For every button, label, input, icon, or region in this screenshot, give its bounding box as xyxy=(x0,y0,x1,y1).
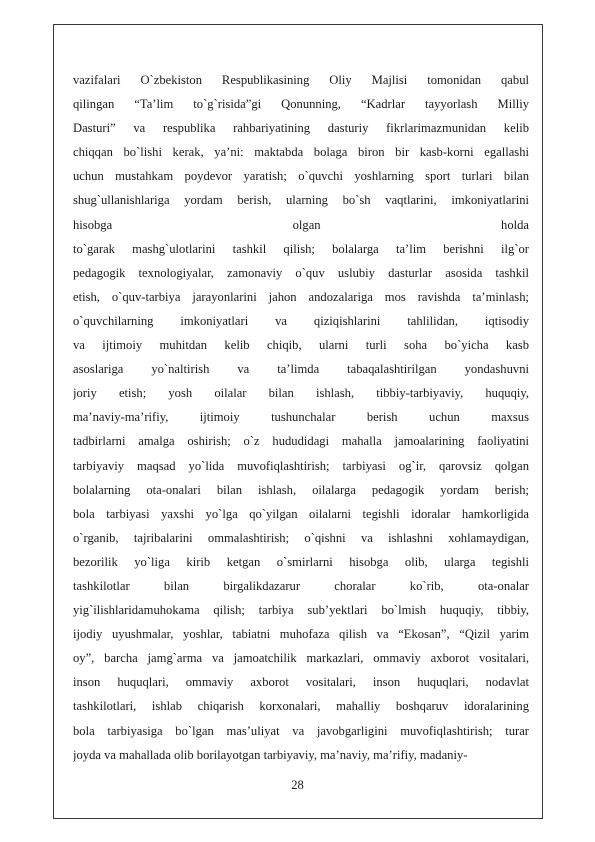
text-line: ijodiy uyushmalar, yoshlar, tabiatni muhofaza qilish va “Ekosan”, “Qizil yarim xyxy=(73,627,529,642)
text-line: hisobga olgan holda xyxy=(73,217,529,232)
text-line: inson huquqlari, ommaviy axborot vositalari, inson huquqlari, nodavlat xyxy=(73,675,529,690)
text-line: tashkilotlar bilan birgalikdazarur choralar ko`rib, ota-onalar xyxy=(73,578,529,593)
text-line: chiqqan bo`lishi kerak, ya’ni: maktabda bolaga biron bir kasb-korni egallashi xyxy=(73,145,529,160)
page-number: 28 xyxy=(291,778,304,792)
body-text xyxy=(73,68,529,767)
text-line: tadbirlarni amalga oshirish; o`z hududidagi mahalla jamoalarining faoliyatini xyxy=(73,434,529,449)
text-line: asoslariga yo`naltirish va ta’limda tabaqalashtirilgan yondashuvni xyxy=(73,362,529,377)
text-line: tarbiyaviy maqsad yo`lida muvofiqlashtirish; tarbiyasi og`ir, qarovsiz qolgan xyxy=(73,458,529,473)
text-line: o`quvchilarning imkoniyatlari va qiziqishlarini tahlilidan, iqtisodiy xyxy=(73,313,529,328)
text-line: bolalarning ota-onalari bilan ishlash, oilalarga pedagogik yordam berish; xyxy=(73,482,529,497)
text-line: tashkilotlari, ishlab chiqarish korxonalari, mahalliy boshqaruv idoralarining xyxy=(73,699,529,714)
text-line: shug`ullanishlariga yordam berish, ularning bo`sh vaqtlarini, imkoniyatlarini xyxy=(73,193,529,208)
text-line: ma’naviy-ma’rifiy, ijtimoiy tushunchalar berish uchun maxsus xyxy=(73,410,529,425)
text-line: o`rganib, tajribalarini ommalashtirish; o`qishni va ishlashni xohlamaydigan, xyxy=(73,530,529,545)
text-line: uchun mustahkam poydevor yaratish; o`quvchi yoshlarning sport turlari bilan xyxy=(73,169,529,184)
text-line: va ijtimoiy muhitdan kelib chiqib, ularni turli soha bo`yicha kasb xyxy=(73,338,529,353)
text-line: yig`ilishlaridamuhokama qilish; tarbiya sub’yektlari bo`lmish huquqiy, tibbiy, xyxy=(73,603,529,618)
text-line: bola tarbiyasiga bo`lgan mas’uliyat va javobgarligini muvofiqlashtirish; turar xyxy=(73,723,529,738)
text-line: Dasturi” va respublika rahbariyatining dasturiy fikrlarimazmunidan kelib xyxy=(73,121,529,136)
text-line: joyda va mahallada olib borilayotgan tarbiyaviy, ma’naviy, ma’rifiy, madaniy- xyxy=(73,747,468,762)
text-line: to`garak mashg`ulotlarini tashkil qilish; bolalarga ta’lim berishni ilg`or xyxy=(73,241,529,256)
text-line: bola tarbiyasi yaxshi yo`lga qo`yilgan oilalarni tegishli idoralar hamkorligida xyxy=(73,506,529,521)
text-line: bezorilik yo`liga kirib ketgan o`smirlarni hisobga olib, ularga tegishli xyxy=(73,554,529,569)
text-line: oy”, barcha jamg`arma va jamoatchilik markazlari, ommaviy axborot vositalari, xyxy=(73,651,529,666)
text-line: qilingan “Ta’lim to`g`risida”gi Qonunning, “Kadrlar tayyorlash Milliy xyxy=(73,97,529,112)
text-line: vazifalari O`zbekiston Respublikasining Oliy Majlisi tomonidan qabul xyxy=(73,73,529,87)
text-line: joriy etish; yosh oilalar bilan ishlash, tibbiy-tarbiyaviy, huquqiy, xyxy=(73,386,529,401)
text-line: pedagogik texnologiyalar, zamonaviy o`quv uslubiy dasturlar asosida tashkil xyxy=(73,265,529,280)
text-line: etish, o`quv-tarbiya jarayonlarini jahon andozalariga mos ravishda ta’minlash; xyxy=(73,289,529,304)
